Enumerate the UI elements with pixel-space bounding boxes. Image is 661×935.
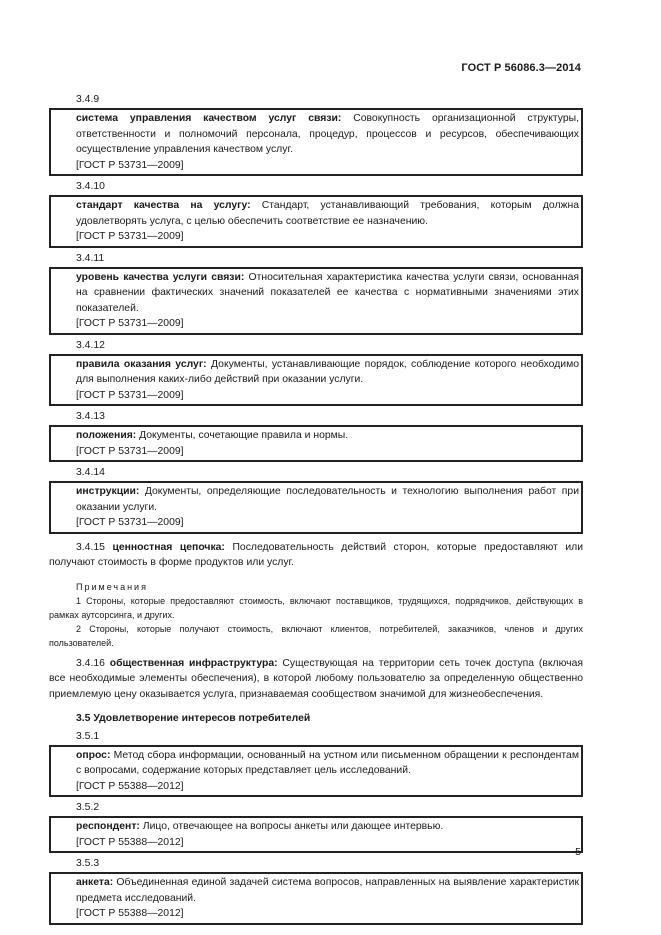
reference: [ГОСТ Р 53731—2009] — [76, 445, 184, 457]
term-box — [49, 195, 583, 248]
term-box — [49, 745, 583, 798]
note-item: 1 Стороны, которые предоставляют стоимость, включают поставщиков, трудящихся, подрядчиков, действующих в рамках аутсорсинга, и других. — [49, 595, 583, 620]
term-definition: Метод сбора информации, основанный на устном или письменном обращении к респондентам с вопросами, содержание которых представляет цель исследований. — [76, 749, 579, 776]
term-definition: Стандарт, устанавливающий требования, которым должна удовлетворять услуга, с целью обеспечить соответствие ее назначению. — [76, 200, 580, 227]
term-entry — [49, 856, 583, 925]
term-box — [49, 481, 583, 534]
term-entry — [49, 409, 583, 462]
term-definition: Документы, определяющие последовательность и технологию выполнения работ при оказании услуги. — [76, 486, 579, 513]
reference: [ГОСТ Р 53731—2009] — [76, 517, 184, 528]
term: респондент: — [76, 821, 140, 832]
term: ценностная цепочка: — [112, 541, 225, 553]
reference: [ГОСТ Р 53731—2009] — [76, 231, 184, 242]
page-number: 5 — [575, 846, 581, 858]
section-title: 3.5 Удовлетворение интересов потребителей — [76, 713, 311, 724]
clause-number: 3.4.14 — [76, 467, 105, 478]
term: анкета: — [76, 877, 114, 888]
clause-number: 3.4.16 — [76, 657, 105, 669]
term-box — [49, 267, 583, 335]
clause-number: 3.5.3 — [76, 858, 100, 869]
reference: [ГОСТ Р 53731—2009] — [76, 389, 184, 401]
term: стандарт качества на услугу: — [76, 200, 251, 211]
term-box — [49, 816, 583, 853]
term: общественная инфраструктура: — [109, 657, 278, 669]
term: положения: — [76, 430, 137, 441]
term-entry — [49, 92, 583, 176]
reference: [ГОСТ Р 55388—2012] — [76, 908, 184, 919]
paragraph-3-4-16 — [49, 656, 583, 703]
term-entry — [49, 729, 583, 798]
term-entry — [49, 338, 583, 407]
term-entry — [49, 465, 583, 534]
term-definition: Документы, сочетающие правила и нормы. — [136, 430, 349, 441]
clause-number: 3.4.12 — [76, 339, 105, 351]
term: инструкции: — [76, 486, 140, 497]
term: уровень качества услуги связи: — [76, 271, 245, 283]
clause-number: 3.5.1 — [76, 730, 100, 742]
notes-block — [49, 580, 583, 650]
clause-number: 3.4.13 — [76, 411, 105, 422]
document-code-header: ГОСТ Р 56086.3—2014 — [461, 62, 581, 74]
term-definition: Объединенная единой задачей система вопросов, направленных на выявление характеристик предмета исследований. — [76, 877, 579, 904]
clause-number: 3.4.11 — [76, 252, 105, 264]
main-content — [49, 92, 583, 928]
term-definition: Относительная характеристика качества услуги связи, основанная на сравнении фактических значений показателей ее качества с нормативными значениями этих показателей. — [76, 271, 579, 314]
reference: [ГОСТ Р 55388—2012] — [76, 780, 184, 792]
clause-number: 3.4.9 — [76, 94, 100, 105]
note-item: 2 Стороны, которые получают стоимость, включают клиентов, потребителей, заказчиков, членов и других пользователей. — [49, 623, 583, 648]
term-box — [49, 354, 583, 407]
term-entry — [49, 251, 583, 335]
term-entry — [49, 800, 583, 853]
paragraph-3-4-15 — [49, 540, 583, 571]
term: опрос: — [76, 749, 111, 761]
reference: [ГОСТ Р 55388—2012] — [76, 836, 184, 848]
term-box — [49, 108, 583, 176]
terms-group-3-5 — [49, 729, 583, 925]
reference: [ГОСТ Р 53731—2009] — [76, 159, 184, 171]
terms-group-3-4 — [49, 92, 583, 534]
term-definition: Лицо, отвечающее на вопросы анкеты или дающее интервью. — [139, 821, 444, 832]
reference: [ГОСТ Р 53731—2009] — [76, 318, 184, 329]
clause-number: 3.4.10 — [76, 181, 105, 192]
clause-number: 3.5.2 — [76, 802, 100, 813]
term-definition: Совокупность организационной структуры, ответственности и полномочий персонала, процедур, процессов и ресурсов, обеспечивающих осуществление управления качеством услуг. — [76, 113, 579, 155]
term: правила оказания услуг: — [76, 358, 207, 370]
term: система управления качеством услуг связи: — [76, 113, 342, 124]
notes-heading: Примечания — [76, 581, 148, 592]
term-definition: Документы, устанавливающие порядок, соблюдение которого необходимо для выполнения каких-либо действий при оказании услуги. — [76, 358, 580, 385]
term-text: Существующая на территории сеть точек доступа (включая все необходимые элементы обеспечения), в которой любому пользователю за определенную общественно приемлемую цену оказывается услуга, признаваемая сообществом значимой для жизнеобеспечения. — [49, 657, 583, 700]
term-entry — [49, 179, 583, 248]
clause-number: 3.4.15 — [76, 541, 105, 553]
term-text: Последовательность действий сторон, которые предоставляют или получают стоимость в форме продуктов или услуг. — [49, 541, 583, 568]
term-box — [49, 872, 583, 925]
term-box — [49, 425, 583, 462]
